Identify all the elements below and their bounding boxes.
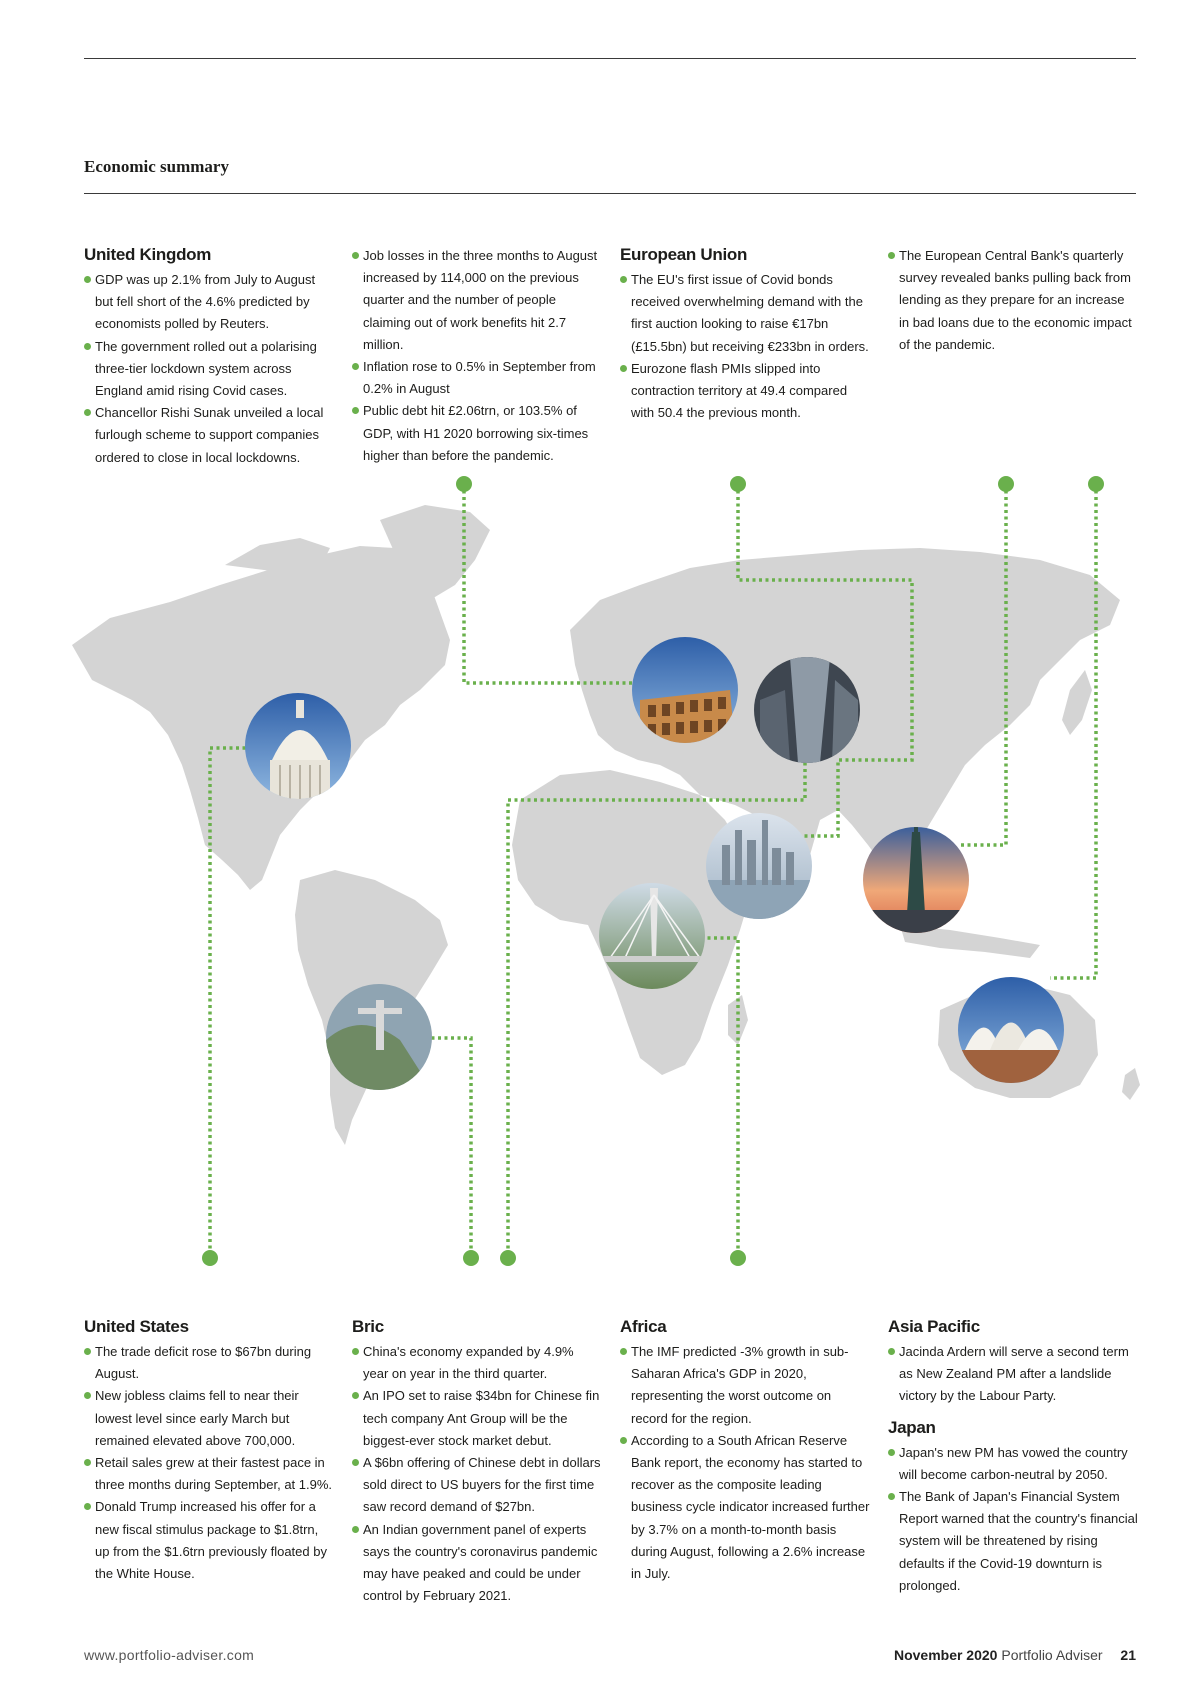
eu-bullet-2: Eurozone flash PMIs slipped into contraction territory at 49.4 compared with 50.4 the previous month.	[620, 358, 870, 425]
us-bullet-2: New jobless claims fell to near their lowest level since early March but remained elevated above 700,000.	[84, 1385, 334, 1452]
endpoint-japan	[1088, 476, 1104, 492]
bric-bullet-2: An IPO set to raise $34bn for Chinese fin tech company Ant Group will be the biggest-ever stock market debut.	[352, 1385, 602, 1452]
column-united-states	[84, 1317, 334, 1585]
japan-bullet-2: The Bank of Japan's Financial System Report warned that the country's financial system will be threatened by rising defaults if the Covid-19 downturn is prolonged.	[888, 1486, 1138, 1597]
footer-url[interactable]: www.portfolio-adviser.com	[84, 1647, 255, 1663]
canada-islands	[225, 538, 330, 572]
us-bullet-1: The trade deficit rose to $67bn during August.	[84, 1341, 334, 1385]
footer-publication: Portfolio Adviser	[1001, 1647, 1103, 1663]
endpoint-africa	[730, 1250, 746, 1266]
japan	[1062, 670, 1092, 735]
heading-united-kingdom: United Kingdom	[84, 245, 212, 264]
eu-bullet-3: The European Central Bank's quarterly survey revealed banks pulling back from lending as they prepare for an increase in bad loans due to the economic impact of the pandemic.	[888, 245, 1138, 356]
endpoint-bric	[463, 1250, 479, 1266]
column-european-union	[620, 245, 870, 424]
endpoint-bric-2	[500, 1250, 516, 1266]
column-bric	[352, 1317, 602, 1607]
us-bullet-3: Retail sales grew at their fastest pace in three months during September, at 1.9%.	[84, 1452, 334, 1496]
heading-africa: Africa	[620, 1317, 667, 1336]
endpoint-eu	[730, 476, 746, 492]
photo-skyscraper-tower	[754, 657, 860, 763]
title-rule	[84, 193, 1136, 194]
column-united-kingdom-continued	[352, 245, 602, 467]
column-european-union-continued	[888, 245, 1138, 356]
heading-united-states: United States	[84, 1317, 189, 1336]
page-number: 21	[1120, 1647, 1136, 1663]
uk-bullet-5: Inflation rose to 0.5% in September from 0.2% in August	[352, 356, 602, 400]
bric-bullet-4: An Indian government panel of experts says the country's coronavirus pandemic may have peaked and could be under control by February 2021.	[352, 1519, 602, 1608]
uk-bullet-2: The government rolled out a polarising three-tier lockdown system across England amid rising Covid cases.	[84, 336, 334, 403]
footer-issue-info	[894, 1647, 1136, 1663]
heading-bric: Bric	[352, 1317, 384, 1336]
us-bullet-4: Donald Trump increased his offer for a new fiscal stimulus package to $1.8trn, up from the $1.6trn previously floated by the White House.	[84, 1496, 334, 1585]
footer-issue: November 2020	[893, 1647, 998, 1663]
uk-bullet-1: GDP was up 2.1% from July to August but fell short of the 4.6% predicted by economists polled by Reuters.	[84, 269, 334, 336]
eu-bullet-1: The EU's first issue of Covid bonds received overwhelming demand with the first auction looking to raise €17bn (£15.5bn) but receiving €233bn in orders.	[620, 269, 870, 358]
world-map	[0, 440, 1200, 1270]
section-title: Economic summary	[84, 157, 229, 176]
top-rule	[84, 58, 1136, 59]
column-asia-pacific	[888, 1317, 1138, 1597]
connector-bric	[430, 1038, 471, 1255]
column-united-kingdom	[84, 245, 334, 469]
bric-bullet-3: A $6bn offering of Chinese debt in dollars sold direct to US buyers for the first time saw record demand of $27bn.	[352, 1452, 602, 1519]
africa-bullet-1: The IMF predicted -3% growth in sub-Saharan Africa's GDP in 2020, representing the worst outcome on record for the region.	[620, 1341, 870, 1430]
endpoint-asia	[998, 476, 1014, 492]
uk-bullet-6: Public debt hit £2.06trn, or 103.5% of GDP, with H1 2020 borrowing six-times higher than before the pandemic.	[352, 400, 602, 467]
uk-bullet-3: Chancellor Rishi Sunak unveiled a local furlough scheme to support companies ordered to close in local lockdowns.	[84, 402, 334, 469]
heading-european-union: European Union	[620, 245, 748, 264]
endpoint-uk	[456, 476, 472, 492]
endpoint-us	[202, 1250, 218, 1266]
heading-asia-pacific: Asia Pacific	[888, 1317, 980, 1336]
africa-bullet-2: According to a South African Reserve Bank report, the economy has started to recover as the composite leading business cycle indicator increased further by 3.7% on a month-to-month basis during August, following a 2.6% increase in July.	[620, 1430, 870, 1585]
bric-bullet-1: China's economy expanded by 4.9% year on year in the third quarter.	[352, 1341, 602, 1385]
column-africa	[620, 1317, 870, 1585]
uk-bullet-4: Job losses in the three months to August increased by 114,000 on the previous quarter and the number of people claiming out of work benefits hit 2.7 million.	[352, 245, 602, 356]
heading-japan: Japan	[888, 1417, 936, 1437]
japan-bullet-1: Japan's new PM has vowed the country will become carbon-neutral by 2050.	[888, 1442, 1138, 1486]
photo-christ-the-redeemer	[326, 984, 432, 1090]
asia-bullet-1: Jacinda Ardern will serve a second term as New Zealand PM after a landslide victory by the Labour Party.	[888, 1341, 1138, 1408]
new-zealand	[1122, 1068, 1140, 1100]
